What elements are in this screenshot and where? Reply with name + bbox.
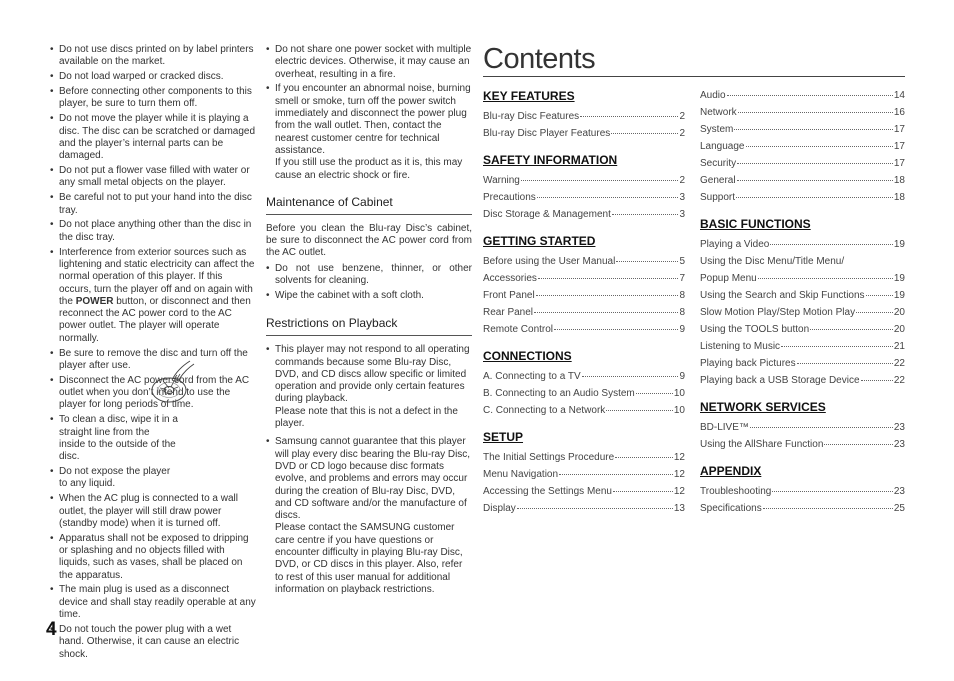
list-item-note: Please note that this is not a defect in the player. <box>275 405 458 430</box>
toc-entry-title: B. Connecting to an Audio System <box>483 388 635 399</box>
toc-entry-leader <box>810 329 893 330</box>
toc-entry-page: 8 <box>679 290 685 301</box>
toc-entry[interactable] <box>700 287 905 304</box>
toc-entry-leader <box>797 363 893 364</box>
toc-entry-page: 23 <box>893 439 905 450</box>
toc-entry-leader <box>613 491 673 492</box>
interference-tail: button, or disconnect and then reconnect the AC power cord to the AC power outlet. The player will operate normally. <box>59 295 251 344</box>
list-item: • Be careful not to put your hand into the disc tray. <box>50 192 256 217</box>
toc-entry-title: Before using the User Manual <box>483 256 616 267</box>
toc-entry-leader <box>538 278 679 279</box>
toc-entry-title: Remote Control <box>483 324 554 335</box>
list-item: • Do not touch the power plug with a wet hand. Otherwise, it can cause an electric shock. <box>50 624 256 661</box>
toc-entry-leader <box>750 427 893 428</box>
toc-entry-page: 3 <box>679 209 685 220</box>
toc-entry-page: 12 <box>673 486 685 497</box>
toc-entry-page: 18 <box>893 192 905 203</box>
power-keyword: POWER <box>75 295 114 307</box>
toc-entry-leader <box>861 380 893 381</box>
toc-entry-page: 8 <box>679 307 685 318</box>
toc-entry[interactable] <box>483 449 685 466</box>
toc-entry-title: Menu Navigation <box>483 469 559 480</box>
list-item: • Do not use benzene, thinner, or other solvents for cleaning. <box>266 263 472 288</box>
toc-entry[interactable] <box>483 253 685 270</box>
toc-entry-title: Using the AllShare Function <box>700 439 824 450</box>
toc-section <box>483 430 685 517</box>
list-item: • Be sure to remove the disc and turn off the player after use. <box>50 348 256 373</box>
toc-entry[interactable] <box>483 287 685 304</box>
page-title: Contents <box>483 42 905 77</box>
toc-entry-page: 23 <box>893 422 905 433</box>
toc-entry-leader <box>606 410 673 411</box>
list-item <box>266 344 472 430</box>
toc-section-title[interactable]: CONNECTIONS <box>483 349 572 363</box>
toc-entry-page: 5 <box>679 256 685 267</box>
toc-entry-title: Display <box>483 503 516 514</box>
toc-entry-page: 12 <box>673 452 685 463</box>
precautions-column-2 <box>266 44 472 599</box>
toc-entry[interactable] <box>483 108 685 125</box>
toc-entry-leader <box>534 312 678 313</box>
list-item: • Do not move the player while it is playing a disc. The disc can be scratched or damaged and the player’s internal parts can be damaged. <box>50 113 256 162</box>
toc-section-title[interactable]: SETUP <box>483 430 524 444</box>
toc-entry-leader <box>736 197 893 198</box>
toc-entry-title: Rear Panel <box>483 307 534 318</box>
list-item: • Before connecting other components to this player, be sure to turn them off. <box>50 86 256 111</box>
toc-entry-leader <box>772 491 893 492</box>
list-item: • Do not share one power socket with multiple electric devices. Otherwise, it may cause an overheat, resulting in a fire. <box>266 44 472 81</box>
restrictions-list <box>266 344 472 596</box>
maintenance-heading: Maintenance of Cabinet <box>266 195 472 215</box>
maintenance-list <box>266 263 472 302</box>
interference-text: Interference from exterior sources such as lightening and static electricity can affect the normal operation of this player. If this occurs, turn the player off and on again with the <box>59 246 255 307</box>
toc-section-title[interactable]: BASIC FUNCTIONS <box>700 217 811 231</box>
toc-entry-page: 9 <box>679 371 685 382</box>
toc-entry-leader <box>517 508 673 509</box>
toc-entry[interactable] <box>700 155 905 172</box>
toc-entry-page: 17 <box>893 141 905 152</box>
toc-entry-leader <box>582 376 679 377</box>
toc-entry-leader <box>727 95 893 96</box>
toc-entry-leader <box>611 133 678 134</box>
toc-entry[interactable] <box>700 483 905 500</box>
toc-section <box>700 217 905 389</box>
list-item: • Do not use discs printed on by label printers available on the market. <box>50 44 256 69</box>
list-item-text: If you encounter an abnormal noise, burning smell or smoke, turn off the power switch immediately and disconnect the power plug from the wall outlet. Then, contact the nearest customer centre for technical assistance. <box>275 83 471 156</box>
toc-entry[interactable] <box>700 253 905 270</box>
toc-entry-title: Network <box>700 107 737 118</box>
toc-entry[interactable] <box>483 466 685 483</box>
toc-section <box>700 464 905 517</box>
toc-entry-page: 16 <box>893 107 905 118</box>
toc-entry[interactable] <box>483 385 685 402</box>
toc-entry[interactable] <box>700 87 905 104</box>
toc-entry-leader <box>636 393 673 394</box>
precautions-list-2 <box>266 44 472 182</box>
toc-entry-leader <box>554 329 678 330</box>
toc-entry-page: 9 <box>679 324 685 335</box>
toc-entry[interactable] <box>483 270 685 287</box>
maintenance-intro: Before you clean the Blu-ray Disc’s cabinet, be sure to disconnect the AC power cord from the AC outlet. <box>266 222 472 259</box>
toc-entry-page: 13 <box>673 503 685 514</box>
list-item: • Do not put a flower vase filled with water or any small metal objects on the player. <box>50 165 256 190</box>
restrictions-heading: Restrictions on Playback <box>266 316 472 336</box>
toc-entry-leader <box>746 146 893 147</box>
toc-entry-page: 17 <box>893 124 905 135</box>
toc-entry[interactable] <box>700 436 905 453</box>
list-item: • Do not expose the player to any liquid. <box>50 466 256 491</box>
toc-entry-page: 3 <box>679 192 685 203</box>
toc-entry-page: 10 <box>673 388 685 399</box>
toc-entry[interactable] <box>483 402 685 419</box>
toc-entry[interactable] <box>700 419 905 436</box>
toc-entry-title: Front Panel <box>483 290 535 301</box>
toc-entry-title: A. Connecting to a TV <box>483 371 581 382</box>
toc-entry-title: Listening to Music <box>700 341 781 352</box>
toc-entry-page: 2 <box>679 111 685 122</box>
toc-entry-title: Support <box>700 192 736 203</box>
page-number: 4 <box>46 619 57 640</box>
toc-entry-leader <box>737 180 893 181</box>
toc-section-title[interactable]: APPENDIX <box>700 464 762 478</box>
toc-entry[interactable] <box>700 321 905 338</box>
toc-entry-page: 19 <box>893 239 905 250</box>
toc-entry-page: 21 <box>893 341 905 352</box>
toc-entry-title: Audio <box>700 90 726 101</box>
toc-entry[interactable] <box>700 338 905 355</box>
toc-entry-page: 25 <box>893 503 905 514</box>
toc-entry-title: Precautions <box>483 192 536 203</box>
toc-entry[interactable] <box>483 483 685 500</box>
toc-section-title[interactable]: SAFETY INFORMATION <box>483 153 618 167</box>
toc-entry-title: Using the Search and Skip Functions <box>700 290 865 301</box>
toc-entry[interactable] <box>700 138 905 155</box>
toc-section-title[interactable]: GETTING STARTED <box>483 234 596 248</box>
toc-entry-page: 22 <box>893 375 905 386</box>
toc-entry-leader <box>738 112 893 113</box>
toc-entry-leader <box>758 278 893 279</box>
toc-entry-page: 19 <box>893 290 905 301</box>
toc-entry-title: Using the TOOLS button <box>700 324 810 335</box>
list-item-note: If you still use the product as it is, this may cause an electric shock or fire. <box>275 157 463 181</box>
toc-entry-title: Language <box>700 141 745 152</box>
toc-entry-page: 17 <box>893 158 905 169</box>
toc-section <box>483 234 685 338</box>
list-item-note: Please contact the SAMSUNG customer care centre if you have questions or encounter difficulty in playing Blu-ray Disc, DVD, or CD discs in this player. Also, refer to rest of this user manual for additional information on playback restrictions. <box>275 522 463 595</box>
toc-entry-leader <box>770 244 893 245</box>
toc-entry-page: 12 <box>673 469 685 480</box>
toc-entry-leader <box>781 346 893 347</box>
toc-left-column <box>483 89 685 528</box>
toc-entry[interactable] <box>700 304 905 321</box>
list-item: • Disconnect the AC power cord from the AC outlet when you don’t intend to use the player for long periods of time. <box>50 375 256 412</box>
list-item: • Do not place anything other than the disc in the disc tray. <box>50 219 256 244</box>
toc-entry-page: 7 <box>679 273 685 284</box>
toc-entry-title: BD-LIVE™ <box>700 422 749 433</box>
toc-entry-title: Playing back a USB Storage Device <box>700 375 860 386</box>
list-item: • Do not load warped or cracked discs. <box>50 71 256 83</box>
toc-entry-leader <box>537 197 679 198</box>
toc-entry[interactable] <box>700 236 905 253</box>
toc-entry-title: Using the Disc Menu/Title Menu/ <box>700 256 845 267</box>
toc-section-title[interactable]: KEY FEATURES <box>483 89 575 103</box>
toc-section <box>483 349 685 419</box>
list-item: • To clean a disc, wipe it in a straight line from the inside to the outside of the disc. <box>50 414 256 463</box>
toc-entry-leader <box>763 508 893 509</box>
toc-entry-title: Security <box>700 158 737 169</box>
toc-entry[interactable] <box>483 304 685 321</box>
disc-cleaning-illustration <box>150 358 198 408</box>
toc-entry-page: 14 <box>893 90 905 101</box>
toc-entry[interactable] <box>700 500 905 517</box>
toc-entry-leader <box>580 116 678 117</box>
toc-section <box>483 89 685 142</box>
toc-entry-title: Blu-ray Disc Features <box>483 111 580 122</box>
toc-entry-page: 18 <box>893 175 905 186</box>
toc-entry-title: Warning <box>483 175 520 186</box>
toc-entry-page: 2 <box>679 175 685 186</box>
toc-entry-title: Troubleshooting <box>700 486 772 497</box>
toc-entry-title: Accessories <box>483 273 537 284</box>
list-item: • When the AC plug is connected to a wall outlet, the player will still draw power (standby mode) when it is turned off. <box>50 493 256 530</box>
list-item: • Wipe the cabinet with a soft cloth. <box>266 290 472 302</box>
toc-entry-page: 20 <box>893 324 905 335</box>
toc-entry-page: 22 <box>893 358 905 369</box>
precautions-list-1 <box>50 44 256 661</box>
list-item-text: This player may not respond to all operating commands because some Blu-ray Disc, DVD, and CD discs allow specific or limited operation and provide only certain features during playback. <box>275 344 470 405</box>
toc-entry-title: Playing a Video <box>700 239 770 250</box>
toc-section <box>700 400 905 453</box>
toc-entry[interactable] <box>483 172 685 189</box>
toc-entry-leader <box>866 295 893 296</box>
toc-entry-title: Specifications <box>700 503 762 514</box>
toc-entry[interactable] <box>483 206 685 223</box>
list-item-interference <box>50 247 256 345</box>
toc-entry-leader <box>615 457 673 458</box>
toc-entry-title: Blu-ray Disc Player Features <box>483 128 611 139</box>
toc-entry[interactable] <box>483 189 685 206</box>
toc-entry[interactable] <box>700 172 905 189</box>
toc-entry-leader <box>521 180 679 181</box>
list-item <box>266 436 472 596</box>
toc-entry[interactable] <box>700 372 905 389</box>
toc-entry-title: Accessing the Settings Menu <box>483 486 612 497</box>
table-of-contents <box>483 42 905 514</box>
toc-entry-leader <box>612 214 679 215</box>
toc-entry-leader <box>536 295 679 296</box>
toc-entry-title: General <box>700 175 736 186</box>
toc-entry-title: Slow Motion Play/Step Motion Play <box>700 307 856 318</box>
list-item <box>266 83 472 181</box>
list-item: • The main plug is used as a disconnect device and shall stay readily operable at any time. <box>50 584 256 621</box>
precautions-column-1 <box>50 44 256 663</box>
toc-entry-leader <box>616 261 678 262</box>
toc-entry-title: System <box>700 124 734 135</box>
toc-entry-title: Disc Storage & Management <box>483 209 611 220</box>
toc-entry-leader <box>824 444 892 445</box>
list-item: • Apparatus shall not be exposed to dripping or splashing and no objects filled with liquids, such as vases, shall be placed on the apparatus. <box>50 533 256 582</box>
toc-entry[interactable] <box>700 104 905 121</box>
toc-entry-leader <box>559 474 673 475</box>
toc-section-title[interactable]: NETWORK SERVICES <box>700 400 826 414</box>
toc-entry-leader <box>856 312 893 313</box>
toc-entry-leader <box>737 163 893 164</box>
toc-right-column <box>700 87 905 528</box>
toc-entry-page: 2 <box>679 128 685 139</box>
list-item-text: Samsung cannot guarantee that this player will play every disc bearing the Blu-ray Disc, DVD or CD logo because disc formats evolve, and problems and errors may occur during the creation of Blu-ray Disc, DVD, and CD software and/or the manufacture of discs. <box>275 436 471 522</box>
toc-entry-title: C. Connecting to a Network <box>483 405 606 416</box>
toc-section <box>483 153 685 223</box>
toc-entry[interactable] <box>700 189 905 206</box>
toc-entry-page: 19 <box>893 273 905 284</box>
toc-entry[interactable] <box>483 125 685 142</box>
toc-entry-page: 10 <box>673 405 685 416</box>
toc-entry[interactable] <box>700 355 905 372</box>
toc-entry[interactable] <box>483 321 685 338</box>
toc-entry-page: 23 <box>893 486 905 497</box>
toc-section-continued <box>700 87 905 206</box>
toc-entry-title: The Initial Settings Procedure <box>483 452 615 463</box>
toc-entry[interactable] <box>700 270 905 287</box>
toc-entry-title: Playing back Pictures <box>700 358 796 369</box>
toc-entry[interactable] <box>483 500 685 517</box>
toc-entry[interactable] <box>700 121 905 138</box>
toc-entry[interactable] <box>483 368 685 385</box>
toc-entry-title: Popup Menu <box>700 273 757 284</box>
toc-entry-page: 20 <box>893 307 905 318</box>
toc-entry-leader <box>734 129 893 130</box>
